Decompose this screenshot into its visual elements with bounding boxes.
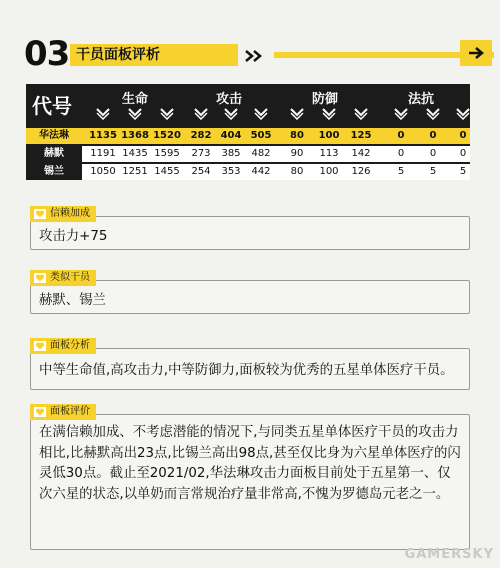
section-tag <box>30 270 96 286</box>
stat-value: 125 <box>350 130 372 141</box>
stat-value: 100 <box>319 166 339 177</box>
double-chevron-icon <box>244 50 264 62</box>
group-atk: 攻击 <box>216 92 243 107</box>
stat-value: 80 <box>290 166 304 177</box>
rank-chevron-icon <box>95 106 111 120</box>
watermark: GAMERSKY <box>404 547 494 562</box>
rank-chevron-icon <box>425 106 441 120</box>
rank-chevron-icon <box>393 106 409 120</box>
section-label: 信赖加成 <box>50 208 90 219</box>
heart-icon <box>34 341 46 351</box>
section-number: 03 <box>24 34 70 74</box>
stat-value: 142 <box>351 148 371 159</box>
stat-value: 90 <box>290 148 304 159</box>
rank-chevron-icon <box>253 106 269 120</box>
stat-value: 80 <box>290 130 304 141</box>
stat-value: 1595 <box>154 148 180 159</box>
section-text: 中等生命值,高攻击力,中等防御力,面板较为优秀的五星单体医疗干员。 <box>39 363 454 378</box>
section-box <box>30 216 470 250</box>
header-end-box <box>460 40 492 66</box>
section-box <box>30 414 470 550</box>
stat-value: 353 <box>221 166 241 177</box>
section-text: 在满信赖加成、不考虑潜能的情况下,与同类五星单体医疗干员的攻击力相比,比赫默高出23点,比锡兰高出98点,甚至仅比身为六星单体医疗的闪灵低30点。截止至2021/02,华法琳攻击力面板目前处于五星第一、仅次六星的状态,以单奶而言常规治疗量非常高,不愧为罗德岛元老之一。 <box>39 425 461 502</box>
stat-value: 254 <box>191 166 211 177</box>
section-header <box>24 36 484 72</box>
stat-value: 442 <box>251 166 271 177</box>
stat-value: 273 <box>191 148 211 159</box>
stat-value: 1455 <box>154 166 180 177</box>
stat-value: 0 <box>429 148 437 159</box>
rank-chevron-icon <box>127 106 143 120</box>
section-label: 类似干员 <box>50 272 90 283</box>
stat-value: 5 <box>397 166 405 177</box>
section-label: 面板评价 <box>50 406 90 417</box>
stat-value: 0 <box>397 148 405 159</box>
section-title: 干员面板评析 <box>76 47 160 63</box>
code-label: 代号 <box>32 94 72 118</box>
group-hp: 生命 <box>122 92 149 107</box>
section-text: 攻击力+75 <box>39 229 108 244</box>
table-row <box>26 128 470 144</box>
operator-name: 华法琳 <box>39 130 69 141</box>
stats-header <box>26 84 470 128</box>
stats-table <box>26 84 470 182</box>
rank-chevron-icon <box>321 106 337 120</box>
rank-chevron-icon <box>193 106 209 120</box>
group-res: 法抗 <box>408 92 435 107</box>
stat-value: 0 <box>459 148 467 159</box>
heart-icon <box>34 273 46 283</box>
operator-name: 赫默 <box>26 146 82 162</box>
section-label: 面板分析 <box>50 340 90 351</box>
stat-value: 505 <box>250 130 272 141</box>
section-tag <box>30 206 96 222</box>
rank-chevron-icon <box>223 106 239 120</box>
rank-chevron-icon <box>455 106 471 120</box>
section-tag <box>30 404 96 420</box>
stat-value: 1520 <box>153 130 181 141</box>
section-text: 赫默、锡兰 <box>39 293 106 308</box>
rank-chevron-icon <box>353 106 369 120</box>
stat-value: 385 <box>221 148 241 159</box>
stat-value: 482 <box>251 148 271 159</box>
table-row <box>26 146 470 162</box>
stat-value: 0 <box>459 130 467 141</box>
stat-value: 282 <box>190 130 212 141</box>
stat-value: 404 <box>220 130 242 141</box>
stat-value: 113 <box>319 148 339 159</box>
stat-value: 5 <box>459 166 467 177</box>
stat-value: 5 <box>429 166 437 177</box>
stat-value: 1050 <box>90 166 116 177</box>
stat-value: 1135 <box>89 130 117 141</box>
group-def: 防御 <box>312 92 339 107</box>
heart-icon <box>34 407 46 417</box>
section-box <box>30 280 470 314</box>
section-box <box>30 348 470 390</box>
section-tag <box>30 338 96 354</box>
stat-value: 1435 <box>122 148 148 159</box>
stat-value: 1368 <box>121 130 149 141</box>
rank-chevron-icon <box>159 106 175 120</box>
table-row <box>26 164 470 180</box>
stat-value: 1191 <box>90 148 116 159</box>
stat-value: 0 <box>397 130 405 141</box>
operator-name: 锡兰 <box>26 164 82 180</box>
stat-value: 0 <box>429 130 437 141</box>
stat-value: 100 <box>318 130 340 141</box>
stat-value: 126 <box>351 166 371 177</box>
heart-icon <box>34 209 46 219</box>
rank-chevron-icon <box>289 106 305 120</box>
stat-value: 1251 <box>122 166 148 177</box>
arrow-right-icon <box>467 46 485 60</box>
